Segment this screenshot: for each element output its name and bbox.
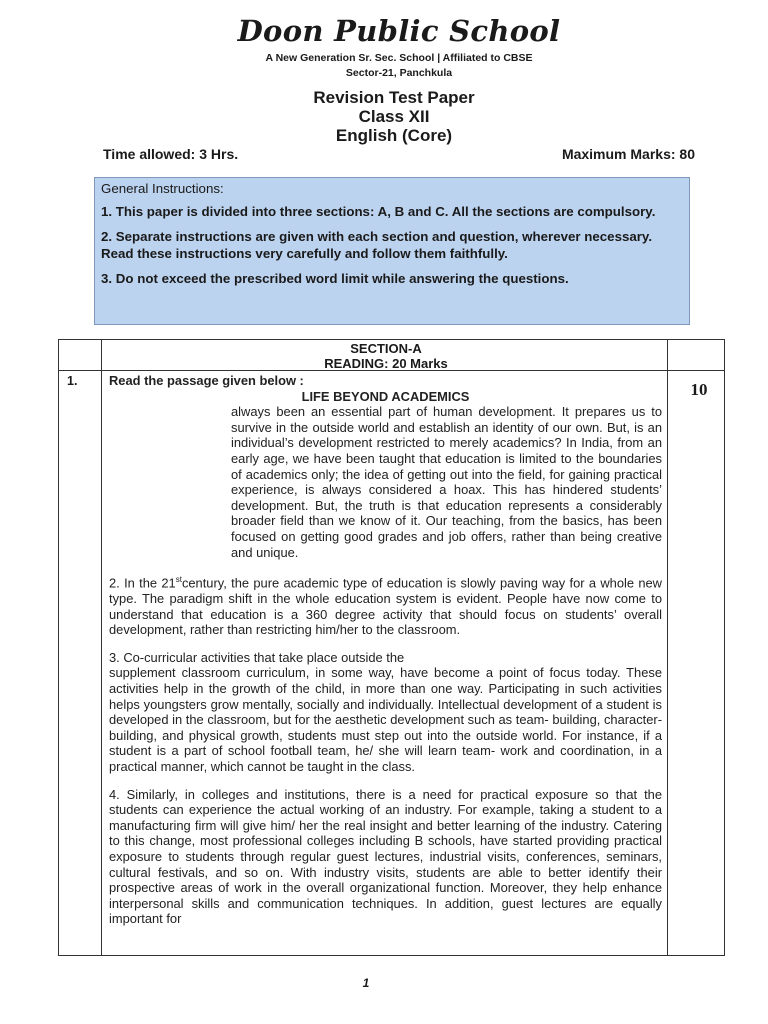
para2-rest: century, the pure academic type of education is slowly paving way for a whole new type. The paradigm shift in the whole education system is evident. People have now come to understand that education is a 360 degree activity that should focus on students’ overall development, rather than restricting him/her to the classroom. (109, 575, 662, 638)
school-address: Sector-21, Panchkula (345, 67, 453, 79)
school-tagline: A New Generation Sr. Sec. School | Affiliated to CBSE (265, 52, 533, 64)
instruction-item: 2. Separate instructions are given with each section and question, wherever necessary. Read these instructions very carefully and follow them faithfully. (101, 229, 653, 261)
section-heading (103, 341, 669, 371)
para2-start: 2. In the 21 (109, 575, 176, 591)
passage-paragraph-1: always been an essential part of human development. It prepares us to survive in the outside world and establish an identity of our own. But, is an individual’s development restricted to merely academics? In India, from an early age, we have been taught that education is limited to the boundaries of academics only; the idea of getting out into the field, for gaining practical experience, is always considered a hoax. This has hindered students’ development. But, the truth is that education represents a considerably broader field than we know of it. Our teaching, from the basics, has been focused on getting good grades and job offers, rather than being creative and unique. (231, 404, 662, 560)
question-intro: Read the passage given below : (109, 373, 304, 388)
school-name: Doon Public School (237, 14, 561, 48)
question-number: 1. (67, 374, 78, 388)
reading-passage (109, 373, 662, 939)
table-column-divider (101, 340, 102, 955)
question-marks: 10 (690, 380, 708, 399)
passage-paragraph-3 (109, 650, 662, 775)
general-instructions-box (94, 177, 690, 325)
paper-meta-row (103, 146, 695, 162)
paper-class: Class XII (358, 107, 430, 126)
section-subtitle: READING: 20 Marks (324, 356, 448, 371)
school-subheading (0, 51, 768, 81)
instructions-heading: General Instructions: (101, 181, 224, 196)
passage-title: LIFE BEYOND ACADEMICS (301, 388, 470, 404)
time-allowed: Time allowed: 3 Hrs. (103, 146, 239, 162)
para3-first-line: 3. Co-curricular activities that take place outside the (109, 649, 405, 665)
page-number: 1 (362, 976, 370, 990)
section-name: SECTION-A (350, 341, 422, 356)
passage-paragraph-2 (109, 572, 662, 638)
instruction-item: 3. Do not exceed the prescribed word limit while answering the questions. (101, 271, 569, 286)
para3-rest: supplement classroom curriculum, in some way, have become a point of focus today. These activities help in the growth of the child, in more than one way. Participating in such activities helps youngsters grow mentally, socially and individually. Intellectual development of a student is developed in the classroom, but for the aesthetic development such as team- building, character- building, and physical growth, students must step out into the outside world. For instance, if a student is a part of school football team, he/ she will learn team- work and coordination, in a practical manner, which cannot be taught in the class. (109, 665, 662, 774)
instruction-item: 1. This paper is divided into three sections: A, B and C. All the sections are compulsory. (101, 204, 656, 219)
passage-paragraph-4: 4. Similarly, in colleges and institutions, there is a need for practical exposure so that the students can experience the actual working of an industry. For example, taking a student to a manufacturing firm will give him/ her the real insight and better learning of the industry. Catering to this change, most professional colleges including B schools, have started providing practical exposure to students through regular guest lectures, industrial visits, conferences, seminars, cultural festivals, and so on. With industry visits, students are able to better identify their prospective areas of work in the overall organizational function. Moreover, they help enhance interpersonal skills and communication techniques. In addition, guest lectures are equally important for (109, 786, 662, 927)
maximum-marks: Maximum Marks: 80 (561, 146, 695, 162)
question-table (58, 339, 725, 956)
paper-subject: English (Core) (335, 126, 453, 145)
para2-superscript: st (175, 575, 182, 585)
paper-title-block (0, 88, 768, 145)
paper-title: Revision Test Paper (313, 88, 475, 107)
table-column-divider (667, 340, 668, 955)
